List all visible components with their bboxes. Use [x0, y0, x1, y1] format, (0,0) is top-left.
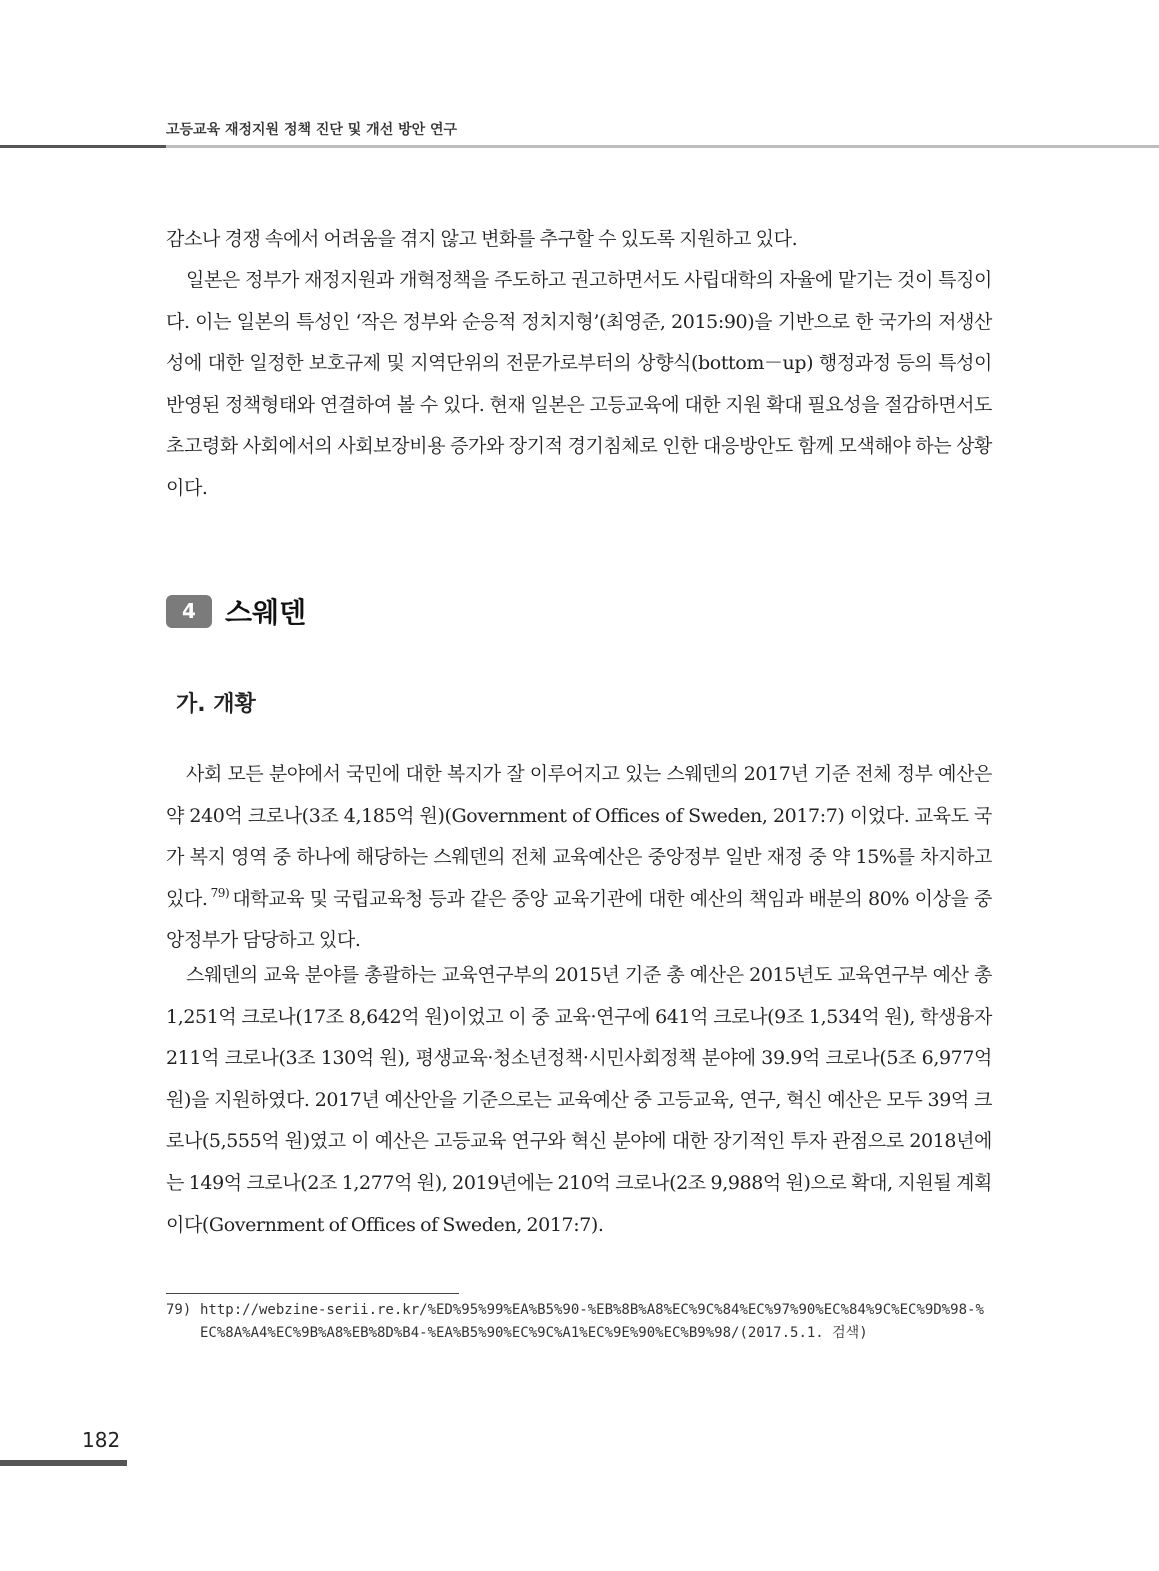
- footnote-number: 79): [166, 1302, 192, 1318]
- body-paragraph-2: 스웨덴의 교육 분야를 총괄하는 교육연구부의 2015년 기준 총 예산은 2015년도 교육연구부 예산 총 1,251억 크로나(17조 8,642억 원)이었고 이 중 교육·연구에 641억 크로나(9조 1,534억 원), 학생융자 211억 크로나(3조 130억 원), 평생교육·청소년정책·시민사회정책 분야에 39.9억 크로나(5조 6,977억 원)을 지원하였다. 2017년 예산안을 기준으로는 교육예산 중 고등교육, 연구, 혁신 예산은 모두 39억 크로나(5,555억 원)였고 이 예산은 고등교육 연구와 혁신 분야에 대한 장기적인 투자 관점으로 2018년에는 149억 크로나(2조 1,277억 원), 2019년에는 210억 크로나(2조 9,988억 원)으로 확대, 지원될 계획이다(Government of Offices of Sweden, 2017:7).: [166, 964, 992, 1236]
- footnote-url: http://webzine-serii.re.kr/%ED%95%99%EA%B5%90-%EB%8B%A8%EC%9C%84%EC%97%90%EC%84%9C%EC%9D%98-%EC%8A%A4%EC%9B%A8%EB%8D%B4-%EA%B5%90%EC%9C%A1%EC%9E%90%EC%B9%98/(2017.5.1. 검색): [200, 1302, 984, 1341]
- section-number-badge: 4: [166, 595, 212, 628]
- header-rule: [166, 145, 1159, 148]
- header-rule-accent: [0, 145, 166, 148]
- section-heading: [166, 593, 306, 629]
- footnote: [166, 1299, 992, 1345]
- subsection-title: 가. 개황: [176, 692, 256, 717]
- footnote-separator: [166, 1293, 459, 1294]
- footer-rule: [0, 1460, 127, 1466]
- body-paragraph-1-text-cont: 대학교육 및 국립교육청 등과 같은 중앙 교육기관에 대한 예산의 책임과 배분의 80% 이상을 중앙정부가 담당하고 있다.: [166, 887, 992, 952]
- page-number: 182: [82, 1428, 121, 1452]
- body-paragraph-1: [166, 754, 992, 962]
- running-header: 고등교육 재정지원 정책 진단 및 개선 방안 연구: [166, 122, 458, 138]
- intro-paragraph-japan: 일본은 정부가 재정지원과 개혁정책을 주도하고 권고하면서도 사립대학의 자율에 맡기는 것이 특징이다. 이는 일본의 특성인 ‘작은 정부와 순응적 정치지형’(최영준, 2015:90)을 기반으로 한 국가의 저생산성에 대한 일정한 보호규제 및 지역단위의 전문가로부터의 상향식(bottom－up) 행정과정 등의 특성이 반영된 정책형태와 연결하여 볼 수 있다. 현재 일본은 고등교육에 대한 지원 확대 필요성을 절감하면서도 초고령화 사회에서의 사회보장비용 증가와 장기적 경기침체로 인한 대응방안도 함께 모색해야 하는 상황이다.: [166, 269, 992, 499]
- section-title: 스웨덴: [225, 596, 307, 629]
- body-paragraph-1-text: 사회 모든 분야에서 국민에 대한 복지가 잘 이루어지고 있는 스웨덴의 2017년 기준 전체 정부 예산은 약 240억 크로나(3조 4,185억 원)(Government of Offices of Sweden, 2017:7) 이었다. 교육도 국가 복지 영역 중 하나에 해당하는 스웨덴의 전체 교육예산은 중앙정부 일반 재정 중 약 15%를 차지하고 있다.: [166, 763, 992, 910]
- intro-paragraph-continuation: 감소나 경쟁 속에서 어려움을 겪지 않고 변화를 추구할 수 있도록 지원하고 있다.: [166, 228, 798, 250]
- footnote-reference[interactable]: 79): [210, 886, 230, 901]
